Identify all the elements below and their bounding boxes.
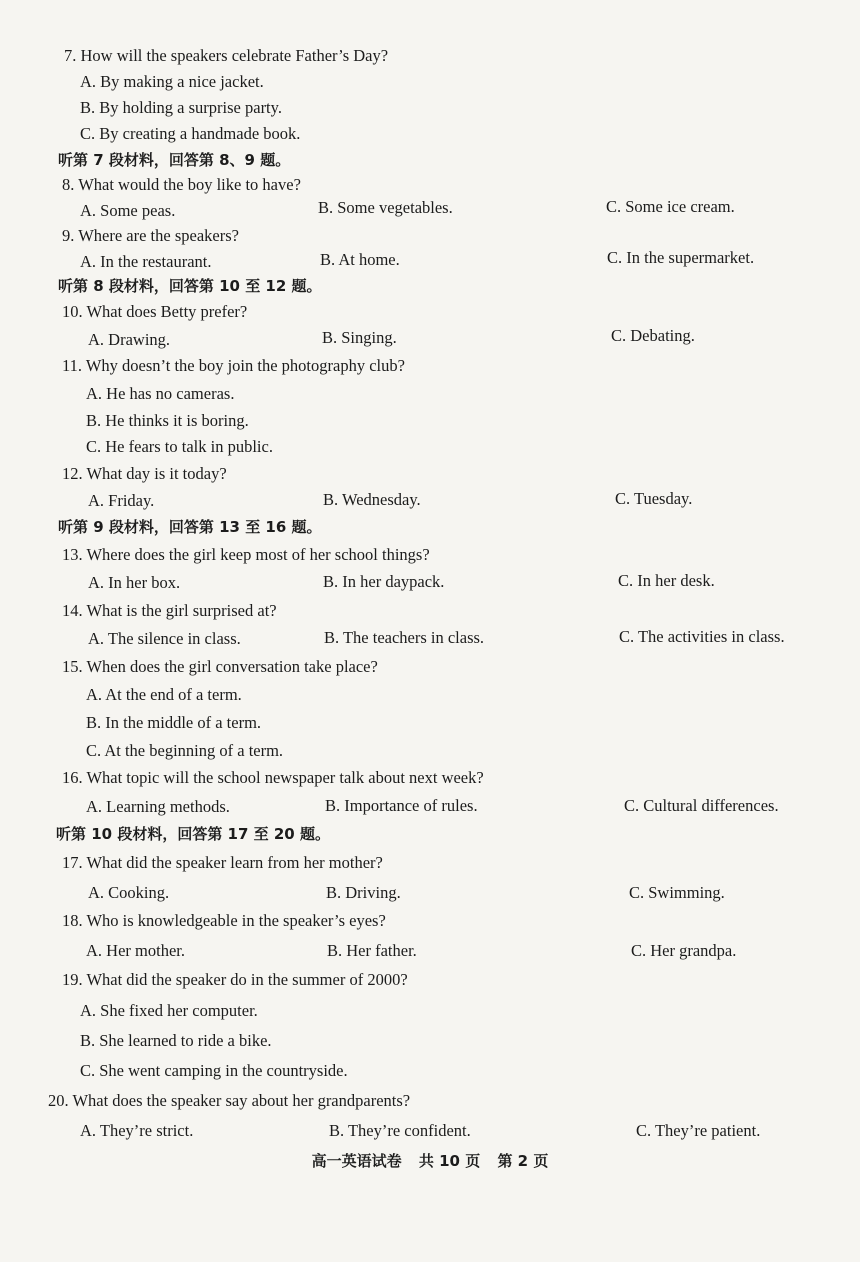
page-footer: [0, 1150, 860, 1171]
option-9b: B. At home.: [320, 250, 400, 269]
option-14b: B. The teachers in class.: [324, 628, 485, 647]
option-20a: A. They’re strict.: [80, 1121, 194, 1140]
option-9a: A. In the restaurant.: [80, 252, 212, 271]
option-18c: C. Her grandpa.: [631, 941, 737, 960]
question-17: 17. What did the speaker learn from her mother?: [62, 853, 383, 872]
option-20c: C. They’re patient.: [636, 1121, 761, 1140]
option-19a: A. She fixed her computer.: [80, 1001, 258, 1020]
option-10a: A. Drawing.: [88, 330, 171, 349]
option-18b: B. Her father.: [327, 941, 417, 960]
option-15b: B. In the middle of a term.: [86, 713, 262, 732]
question-15: 15. When does the girl conversation take place?: [62, 657, 378, 676]
option-16a: A. Learning methods.: [86, 797, 230, 816]
section-7-heading: 听第 7 段材料，回答第 8、9 题。: [58, 151, 291, 169]
option-20b: B. They’re confident.: [329, 1121, 471, 1140]
option-12b: B. Wednesday.: [323, 490, 421, 509]
option-13c: C. In her desk.: [618, 571, 715, 590]
option-8a: A. Some peas.: [80, 201, 176, 220]
option-10b: B. Singing.: [322, 328, 397, 347]
question-7: 7. How will the speakers celebrate Father’s Day?: [64, 46, 389, 65]
question-10: 10. What does Betty prefer?: [62, 302, 248, 321]
footer-total-pages: 共 10 页: [418, 1152, 481, 1170]
option-7c: C. By creating a handmade book.: [80, 124, 301, 143]
option-19c: C. She went camping in the countryside.: [80, 1061, 348, 1080]
footer-title: 高一英语试卷: [311, 1152, 402, 1170]
option-14c: C. The activities in class.: [619, 627, 785, 646]
option-19b: B. She learned to ride a bike.: [80, 1031, 272, 1050]
option-12c: C. Tuesday.: [615, 489, 693, 508]
question-9: 9. Where are the speakers?: [62, 226, 239, 245]
option-13b: B. In her daypack.: [323, 572, 445, 591]
option-17a: A. Cooking.: [88, 883, 170, 902]
option-10c: C. Debating.: [611, 326, 695, 345]
option-15c: C. At the beginning of a term.: [86, 741, 284, 760]
option-16b: B. Importance of rules.: [325, 796, 478, 815]
question-8: 8. What would the boy like to have?: [62, 175, 301, 194]
option-11c: C. He fears to talk in public.: [86, 437, 273, 456]
question-14: 14. What is the girl surprised at?: [62, 601, 277, 620]
option-17b: B. Driving.: [326, 883, 401, 902]
option-8c: C. Some ice cream.: [606, 197, 735, 216]
option-16c: C. Cultural differences.: [624, 796, 779, 815]
question-11: 11. Why doesn’t the boy join the photography club?: [62, 356, 405, 375]
option-13a: A. In her box.: [88, 573, 181, 592]
option-15a: A. At the end of a term.: [86, 685, 242, 704]
footer-page-number: 第 2 页: [497, 1152, 549, 1170]
question-12: 12. What day is it today?: [62, 464, 227, 483]
option-17c: C. Swimming.: [629, 883, 725, 902]
option-11a: A. He has no cameras.: [86, 384, 235, 403]
question-19: 19. What did the speaker do in the summer of 2000?: [62, 970, 408, 989]
section-10-heading: 听第 10 段材料，回答第 17 至 20 题。: [56, 825, 330, 843]
option-14a: A. The silence in class.: [88, 629, 241, 648]
question-20: 20. What does the speaker say about her grandparents?: [48, 1091, 411, 1110]
question-13: 13. Where does the girl keep most of her school things?: [62, 545, 430, 564]
section-8-heading: 听第 8 段材料，回答第 10 至 12 题。: [58, 277, 322, 295]
option-7a: A. By making a nice jacket.: [80, 72, 264, 91]
option-7b: B. By holding a surprise party.: [80, 98, 282, 117]
question-18: 18. Who is knowledgeable in the speaker’s eyes?: [62, 911, 386, 930]
option-11b: B. He thinks it is boring.: [86, 411, 249, 430]
option-12a: A. Friday.: [88, 491, 155, 510]
option-9c: C. In the supermarket.: [607, 248, 755, 267]
option-8b: B. Some vegetables.: [318, 198, 453, 217]
question-16: 16. What topic will the school newspaper talk about next week?: [62, 768, 484, 787]
option-18a: A. Her mother.: [86, 941, 185, 960]
section-9-heading: 听第 9 段材料，回答第 13 至 16 题。: [58, 518, 322, 536]
